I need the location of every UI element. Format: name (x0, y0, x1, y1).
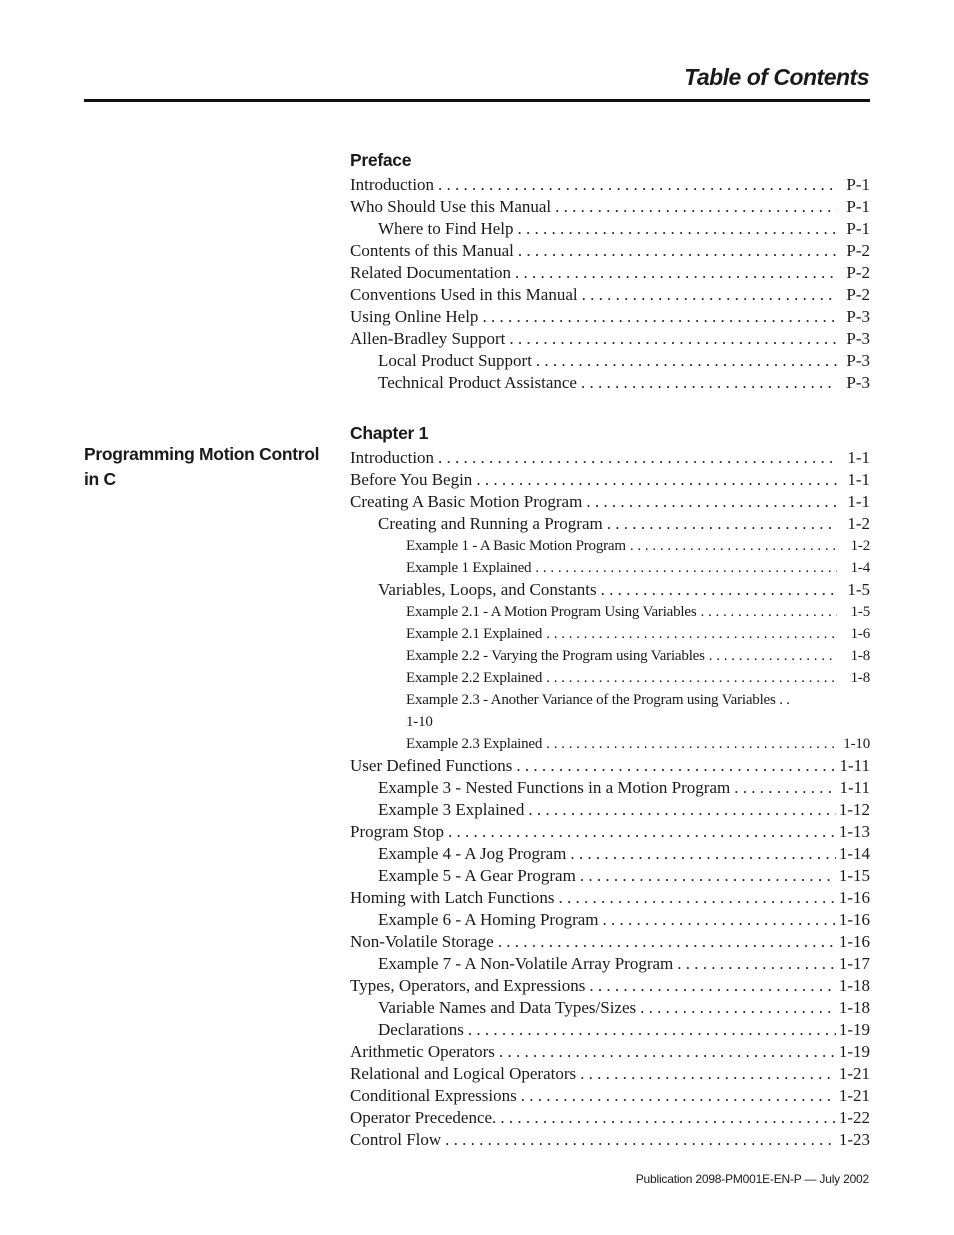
dot-leader (580, 865, 836, 887)
toc-entry-label: Conventions Used in this Manual (350, 285, 578, 304)
toc-entry-page: P-3 (846, 373, 870, 392)
toc-entry[interactable] (350, 777, 870, 799)
toc-entry-page: 1-2 (850, 538, 870, 554)
dot-leader (607, 513, 837, 535)
toc-entry-page: 1-22 (838, 1108, 870, 1127)
toc-entry[interactable] (350, 689, 870, 733)
dot-leader (536, 350, 837, 372)
dot-leader (580, 1063, 836, 1085)
toc-entry[interactable] (350, 513, 870, 535)
toc-entry-page: 1-16 (838, 910, 870, 929)
dot-leader (582, 284, 837, 306)
toc-entry-label: Example 5 - A Gear Program (378, 866, 576, 885)
toc-entry-page: 1-16 (838, 932, 870, 951)
toc-entry[interactable] (350, 491, 870, 513)
dot-leader (546, 667, 837, 689)
toc-entry-label: Example 7 - A Non-Volatile Array Program (378, 954, 674, 973)
toc-entry-label: Related Documentation (350, 263, 511, 282)
toc-entry[interactable] (350, 1019, 870, 1041)
dot-leader (482, 306, 837, 328)
toc-entry[interactable] (350, 535, 870, 557)
toc-entry-label: Control Flow (350, 1130, 442, 1149)
dot-leader (535, 557, 837, 579)
toc-entry[interactable] (350, 1107, 870, 1129)
toc-entry[interactable] (350, 1063, 870, 1085)
toc-entry-page: 1-1 (847, 492, 870, 511)
toc-entry-page: 1-6 (850, 626, 870, 642)
dot-leader: . . (775, 692, 790, 708)
toc-entry[interactable] (350, 623, 870, 645)
dot-leader (498, 931, 836, 953)
dot-leader (515, 262, 837, 284)
dot-leader (445, 1129, 836, 1151)
toc-entry[interactable] (350, 447, 870, 469)
dot-leader (586, 491, 837, 513)
toc-entry-label: Creating and Running a Program (378, 514, 603, 533)
dot-leader (677, 953, 836, 975)
toc-entry-page: 1-19 (838, 1042, 870, 1061)
toc-entry-label: Example 1 - A Basic Motion Program (406, 538, 626, 554)
toc-entry-label: Example 2.1 - A Motion Program Using Variables (406, 604, 697, 620)
toc-entry[interactable] (350, 262, 870, 284)
toc-entry[interactable] (350, 372, 870, 394)
toc-entry-page: P-1 (846, 175, 870, 194)
dot-leader (555, 196, 837, 218)
toc-entry-page: P-3 (846, 351, 870, 370)
toc-entry-label: Types, Operators, and Expressions (350, 976, 586, 995)
toc-entry-page: 1-13 (838, 822, 870, 841)
toc-entry[interactable] (350, 1085, 870, 1107)
toc-entry-page: 1-17 (838, 954, 870, 973)
toc-entry[interactable] (350, 799, 870, 821)
toc-entry-label: Who Should Use this Manual (350, 197, 552, 216)
toc-entry-label: Local Product Support (378, 351, 532, 370)
toc-entry-page: P-2 (846, 241, 870, 260)
toc-entry-label: Example 4 - A Jog Program (378, 844, 567, 863)
toc-entry[interactable] (350, 667, 870, 689)
toc-entry-label: Example 2.3 - Another Variance of the Program using Variables (406, 692, 776, 708)
toc-entry[interactable] (350, 755, 870, 777)
toc-entry-page: 1-12 (838, 800, 870, 819)
dot-leader (734, 777, 836, 799)
toc-entry[interactable] (350, 306, 870, 328)
toc-entry-label: Conditional Expressions (350, 1086, 517, 1105)
toc-entry[interactable] (350, 931, 870, 953)
dot-leader (509, 328, 837, 350)
toc-entry-label: User Defined Functions (350, 756, 513, 775)
dot-leader (521, 1085, 836, 1107)
toc-entry[interactable] (350, 469, 870, 491)
toc-entry[interactable] (350, 579, 870, 601)
dot-leader (476, 469, 837, 491)
toc-entry-page: 1-18 (838, 998, 870, 1017)
toc-entry-page: P-3 (846, 329, 870, 348)
toc-entry[interactable] (350, 909, 870, 931)
toc-section (350, 148, 870, 394)
toc-entry-label: Example 2.2 Explained (406, 670, 543, 686)
toc-entry-page: 1-16 (838, 888, 870, 907)
dot-leader (630, 535, 837, 557)
toc-entry-page: P-1 (846, 219, 870, 238)
toc-entry[interactable] (350, 1129, 870, 1151)
toc-entry-page: 1-8 (850, 648, 870, 664)
toc-entry[interactable] (350, 240, 870, 262)
dot-leader (499, 1041, 836, 1063)
toc-entry-label: Where to Find Help (378, 219, 514, 238)
publication-footer: Publication 2098-PM001E-EN-P — July 2002 (635, 1172, 869, 1186)
dot-leader (640, 997, 836, 1019)
toc-entry[interactable] (350, 843, 870, 865)
toc-entry-page: 1-1 (847, 448, 870, 467)
toc-entry-label: Before You Begin (350, 470, 473, 489)
toc-entry-label: Declarations (378, 1020, 464, 1039)
dot-leader (603, 909, 836, 931)
toc-entry-page: 1-10 (406, 714, 433, 730)
toc-entry-label: Example 3 - Nested Functions in a Motion Program (378, 778, 731, 797)
toc-entry-label: Using Online Help (350, 307, 479, 326)
toc-entry[interactable] (350, 865, 870, 887)
toc-entry-label: Example 3 Explained (378, 800, 525, 819)
dot-leader (546, 623, 837, 645)
toc-entry-page: 1-11 (839, 778, 870, 797)
dot-leader (546, 733, 837, 755)
toc-entry[interactable] (350, 953, 870, 975)
toc-entry-label: Introduction (350, 448, 435, 467)
toc-entry[interactable] (350, 821, 870, 843)
toc-entry-label: Creating A Basic Motion Program (350, 492, 583, 511)
dot-leader (701, 601, 838, 623)
dot-leader (516, 755, 836, 777)
toc-entry-label: Introduction (350, 175, 435, 194)
toc-entry[interactable] (350, 997, 870, 1019)
toc-entry-page: P-3 (846, 307, 870, 326)
toc-entry-page: P-1 (846, 197, 870, 216)
toc-entry-page: 1-8 (850, 670, 870, 686)
dot-leader (589, 975, 835, 997)
title-rule (84, 99, 870, 102)
toc-entry-page: 1-10 (843, 736, 870, 752)
toc-entry[interactable] (350, 196, 870, 218)
dot-leader (558, 887, 835, 909)
toc-entry-label: Allen-Bradley Support (350, 329, 506, 348)
toc-entry-label: Non-Volatile Storage (350, 932, 494, 951)
toc-entry-page: 1-14 (838, 844, 870, 863)
chapter-side-label: Programming Motion Control in C (84, 444, 320, 489)
toc-entry-label: Example 2.3 Explained (406, 736, 543, 752)
toc-entry-label: Example 6 - A Homing Program (378, 910, 599, 929)
toc-entry-label: Example 2.1 Explained (406, 626, 543, 642)
toc-entry[interactable] (350, 1041, 870, 1063)
toc-entry-page: 1-11 (839, 756, 870, 775)
toc-entry-label: Variable Names and Data Types/Sizes (378, 998, 637, 1017)
toc-entry-page: 1-21 (838, 1086, 870, 1105)
toc-entry-label: Operator Precedence. (350, 1108, 497, 1127)
toc-entry-page: 1-2 (847, 514, 870, 533)
toc-entry-page: 1-4 (850, 560, 870, 576)
toc-entry-label: Arithmetic Operators (350, 1042, 495, 1061)
dot-leader (528, 799, 835, 821)
dot-leader (468, 1019, 836, 1041)
toc-entry-page: 1-5 (847, 580, 870, 599)
toc-entry-page: 1-15 (838, 866, 870, 885)
toc-entry[interactable] (350, 328, 870, 350)
section-heading: Preface (350, 150, 412, 170)
toc-entry-label: Variables, Loops, and Constants (378, 580, 597, 599)
toc-entry-label: Example 2.2 - Varying the Program using Variables (406, 648, 705, 664)
dot-leader (570, 843, 835, 865)
page-title: Table of Contents (684, 64, 869, 90)
dot-leader (581, 372, 837, 394)
toc-entry[interactable] (350, 733, 870, 755)
toc-entry[interactable] (350, 350, 870, 372)
toc-entry-page: 1-19 (838, 1020, 870, 1039)
toc-entry-page: P-2 (846, 285, 870, 304)
toc-entry-page: 1-21 (838, 1064, 870, 1083)
toc-entry-label: Homing with Latch Functions (350, 888, 555, 907)
toc-entry-label: Example 1 Explained (406, 560, 532, 576)
toc-entry[interactable] (350, 218, 870, 240)
toc-section (350, 421, 870, 1151)
toc-entry-page: 1-18 (838, 976, 870, 995)
toc-entry[interactable] (350, 887, 870, 909)
dot-leader (500, 1107, 836, 1129)
toc-entry-page: 1-5 (850, 604, 870, 620)
section-heading: Chapter 1 (350, 423, 429, 443)
toc-entry-label: Program Stop (350, 822, 444, 841)
toc-entry[interactable] (350, 645, 870, 667)
toc-entry[interactable] (350, 174, 870, 196)
toc-entry-page: 1-1 (847, 470, 870, 489)
dot-leader (448, 821, 836, 843)
dot-leader (438, 174, 837, 196)
toc-entry-label: Contents of this Manual (350, 241, 514, 260)
dot-leader (601, 579, 837, 601)
toc-entry[interactable] (350, 601, 870, 623)
toc-entry-label: Relational and Logical Operators (350, 1064, 577, 1083)
toc-entry[interactable] (350, 284, 870, 306)
toc-entry[interactable] (350, 557, 870, 579)
dot-leader (709, 645, 837, 667)
toc-entry-label: Technical Product Assistance (378, 373, 577, 392)
toc-entry-page: 1-23 (838, 1130, 870, 1149)
toc-entry[interactable] (350, 975, 870, 997)
dot-leader (518, 240, 837, 262)
toc-entry-page: P-2 (846, 263, 870, 282)
dot-leader (438, 447, 837, 469)
dot-leader (518, 218, 838, 240)
table-of-contents (350, 148, 870, 1151)
